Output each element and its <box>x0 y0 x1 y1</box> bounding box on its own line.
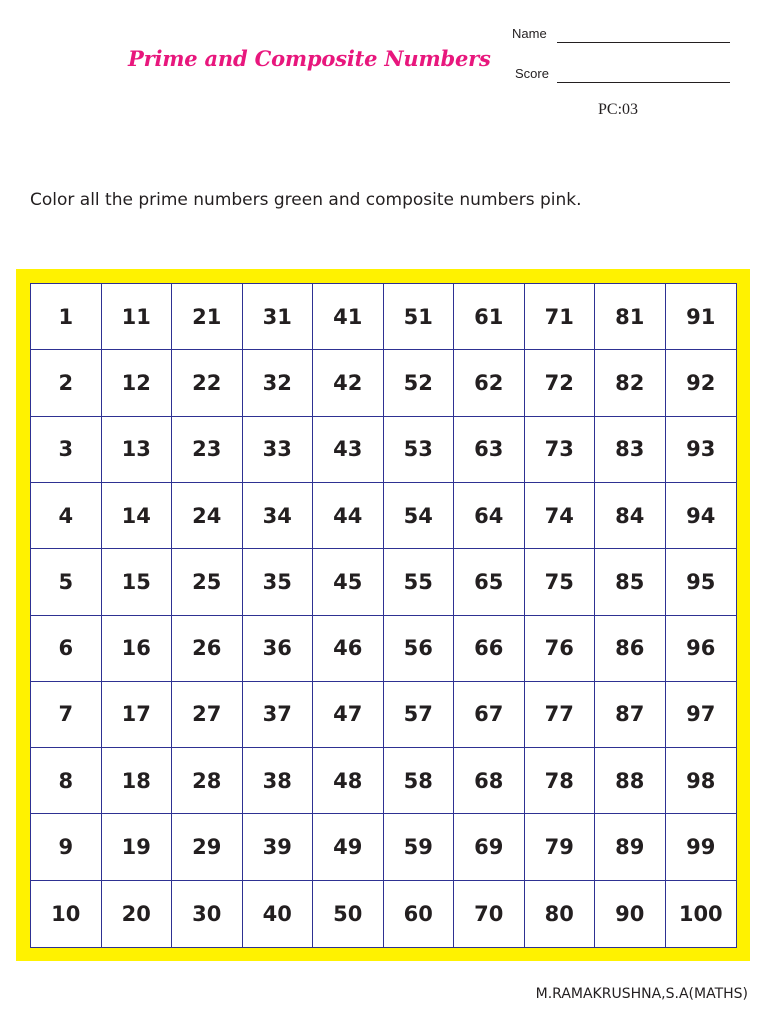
number-cell[interactable]: 42 <box>313 350 384 416</box>
number-cell[interactable]: 36 <box>243 616 314 682</box>
number-cell[interactable]: 16 <box>102 616 173 682</box>
number-cell[interactable]: 61 <box>454 284 525 350</box>
number-cell[interactable]: 24 <box>172 483 243 549</box>
number-cell[interactable]: 9 <box>31 814 102 880</box>
number-cell[interactable]: 15 <box>102 549 173 615</box>
number-cell[interactable]: 70 <box>454 881 525 947</box>
number-cell[interactable]: 23 <box>172 417 243 483</box>
number-cell[interactable]: 29 <box>172 814 243 880</box>
number-cell[interactable]: 88 <box>595 748 666 814</box>
number-cell[interactable]: 41 <box>313 284 384 350</box>
number-cell[interactable]: 7 <box>31 682 102 748</box>
number-cell[interactable]: 44 <box>313 483 384 549</box>
number-cell[interactable]: 1 <box>31 284 102 350</box>
number-cell[interactable]: 69 <box>454 814 525 880</box>
number-cell[interactable]: 73 <box>525 417 596 483</box>
number-cell[interactable]: 18 <box>102 748 173 814</box>
number-cell[interactable]: 100 <box>678 901 723 926</box>
number-cell[interactable]: 50 <box>313 881 384 947</box>
number-cell[interactable]: 51 <box>384 284 455 350</box>
number-cell[interactable]: 74 <box>525 483 596 549</box>
number-cell[interactable]: 26 <box>172 616 243 682</box>
instruction-text: Color all the prime numbers green and composite numbers pink. <box>30 190 582 210</box>
worksheet-code: PC:03 <box>598 101 639 118</box>
number-cell[interactable]: 87 <box>595 682 666 748</box>
number-cell[interactable]: 71 <box>525 284 596 350</box>
number-cell[interactable]: 80 <box>525 881 596 947</box>
number-cell[interactable]: 19 <box>102 814 173 880</box>
name-label: Name <box>512 26 547 41</box>
number-cell[interactable]: 85 <box>595 549 666 615</box>
number-cell[interactable]: 14 <box>102 483 173 549</box>
number-cell[interactable]: 31 <box>243 284 314 350</box>
number-cell[interactable]: 91 <box>666 284 737 350</box>
number-cell[interactable]: 47 <box>313 682 384 748</box>
number-cell[interactable]: 75 <box>525 549 596 615</box>
number-cell[interactable]: 20 <box>102 881 173 947</box>
number-cell[interactable]: 94 <box>666 483 737 549</box>
number-cell[interactable]: 76 <box>525 616 596 682</box>
number-cell[interactable]: 33 <box>243 417 314 483</box>
author-credit: M.RAMAKRUSHNA,S.A(MATHS) <box>535 986 748 1002</box>
number-cell[interactable]: 37 <box>243 682 314 748</box>
number-cell[interactable]: 32 <box>243 350 314 416</box>
number-cell[interactable]: 4 <box>31 483 102 549</box>
number-cell[interactable]: 12 <box>102 350 173 416</box>
number-cell[interactable]: 68 <box>454 748 525 814</box>
number-cell[interactable]: 83 <box>595 417 666 483</box>
number-cell[interactable]: 89 <box>595 814 666 880</box>
number-cell[interactable]: 66 <box>454 616 525 682</box>
number-cell[interactable]: 59 <box>384 814 455 880</box>
number-cell[interactable]: 95 <box>666 549 737 615</box>
number-cell[interactable]: 3 <box>31 417 102 483</box>
number-cell[interactable]: 54 <box>384 483 455 549</box>
score-field[interactable] <box>557 82 730 83</box>
number-cell[interactable]: 65 <box>454 549 525 615</box>
number-cell[interactable]: 25 <box>172 549 243 615</box>
score-label: Score <box>515 66 549 81</box>
number-cell[interactable]: 27 <box>172 682 243 748</box>
number-cell[interactable]: 13 <box>102 417 173 483</box>
number-cell[interactable]: 2 <box>31 350 102 416</box>
number-cell[interactable]: 60 <box>384 881 455 947</box>
number-cell[interactable]: 21 <box>172 284 243 350</box>
number-cell[interactable]: 58 <box>384 748 455 814</box>
number-cell[interactable]: 53 <box>384 417 455 483</box>
number-cell[interactable]: 5 <box>31 549 102 615</box>
number-cell[interactable]: 72 <box>525 350 596 416</box>
worksheet-title: Prime and Composite Numbers <box>128 46 491 71</box>
number-cell[interactable]: 38 <box>243 748 314 814</box>
number-cell[interactable]: 28 <box>172 748 243 814</box>
number-cell[interactable]: 93 <box>666 417 737 483</box>
number-cell[interactable]: 82 <box>595 350 666 416</box>
number-cell[interactable]: 6 <box>31 616 102 682</box>
number-cell[interactable]: 55 <box>384 549 455 615</box>
number-cell[interactable]: 64 <box>454 483 525 549</box>
number-cell[interactable]: 84 <box>595 483 666 549</box>
number-cell[interactable]: 92 <box>666 350 737 416</box>
number-cell[interactable]: 96 <box>666 616 737 682</box>
number-cell[interactable]: 22 <box>172 350 243 416</box>
number-cell[interactable]: 10 <box>31 881 102 947</box>
number-grid <box>30 283 737 948</box>
number-cell[interactable]: 86 <box>595 616 666 682</box>
number-cell[interactable]: 52 <box>384 350 455 416</box>
number-cell[interactable]: 57 <box>384 682 455 748</box>
number-cell[interactable]: 39 <box>243 814 314 880</box>
number-cell[interactable]: 62 <box>454 350 525 416</box>
number-cell[interactable]: 56 <box>384 616 455 682</box>
number-cell[interactable]: 99 <box>666 814 737 880</box>
number-cell[interactable]: 63 <box>454 417 525 483</box>
name-field[interactable] <box>557 42 730 43</box>
number-cell[interactable]: 8 <box>31 748 102 814</box>
number-cell[interactable]: 46 <box>313 616 384 682</box>
number-cell[interactable]: 40 <box>243 881 314 947</box>
number-cell[interactable]: 98 <box>666 748 737 814</box>
number-cell[interactable]: 43 <box>313 417 384 483</box>
number-cell[interactable]: 35 <box>243 549 314 615</box>
number-cell[interactable]: 78 <box>525 748 596 814</box>
number-cell[interactable]: 17 <box>102 682 173 748</box>
number-cell[interactable]: 97 <box>666 682 737 748</box>
number-cell[interactable]: 90 <box>595 881 666 947</box>
number-cell[interactable]: 48 <box>313 748 384 814</box>
number-cell[interactable]: 45 <box>313 549 384 615</box>
number-cell[interactable]: 34 <box>243 483 314 549</box>
number-cell[interactable]: 79 <box>525 814 596 880</box>
number-cell[interactable]: 30 <box>172 881 243 947</box>
number-cell[interactable]: 49 <box>313 814 384 880</box>
number-cell[interactable]: 11 <box>102 284 173 350</box>
number-cell[interactable]: 67 <box>454 682 525 748</box>
number-cell[interactable]: 77 <box>525 682 596 748</box>
number-cell[interactable]: 81 <box>595 284 666 350</box>
